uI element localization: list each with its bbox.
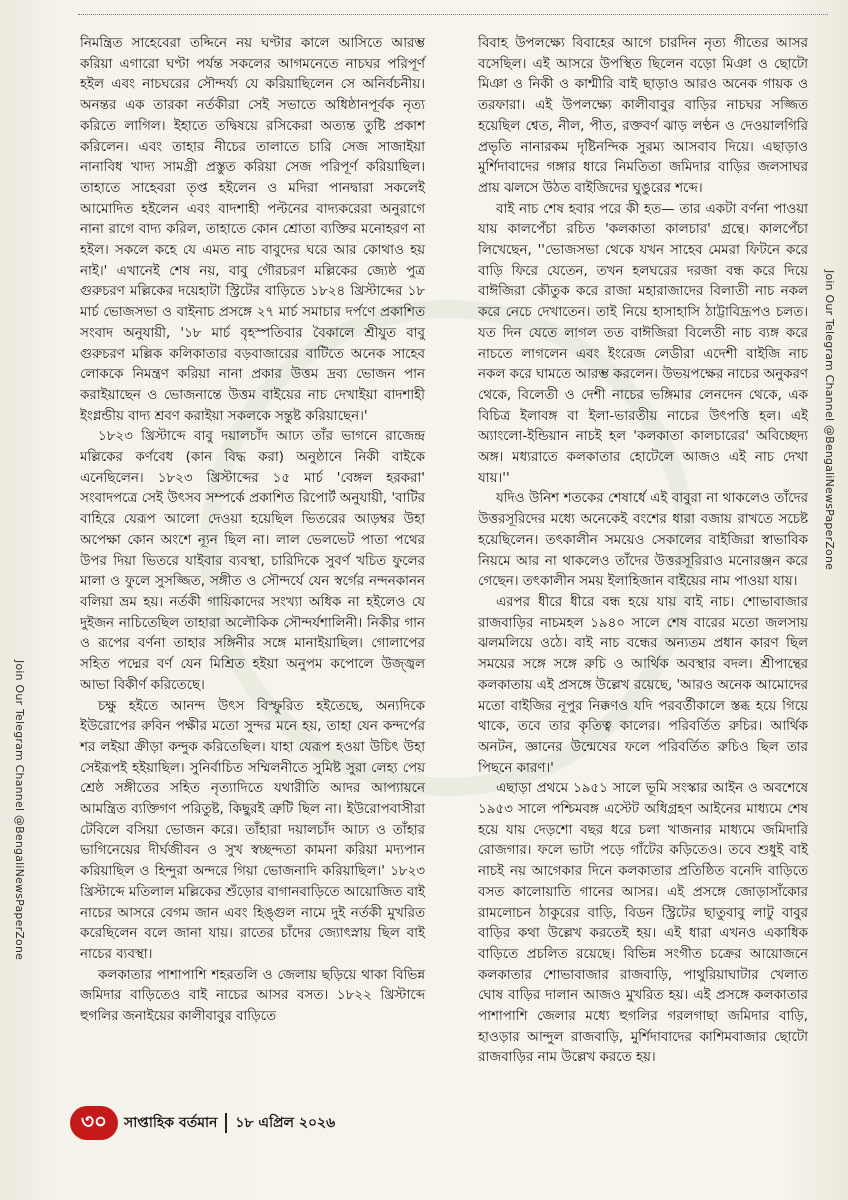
right-paragraph-2: বাই নাচ শেষ হবার পরে কী হত— তার একটা বর্ণনা পাওয়া যায় কালপেঁচা রচিত 'কলকাতা কালচার' গ্রন্থে। কালপেঁচা লিখেছেন, ''ভোজসভা থেকে যখন সাহেব মেমরা ফিটনে করে বাড়ি ফিরে যেতেন, তখন হলঘরের দরজা বন্ধ করে দিয়ে বাঈজিরা কৌতুক করে রাজা মহারাজাদের বিলাতী নাচ নকল করে নেচে দেখাতেন। তাই নিয়ে হাসাহাসি ঠাট্টাবিদ্রূপও চলত। যত দিন যেতে লাগল তত বাঈজিরা বিলেতী নাচ ব্যঙ্গ করে নাচতে লাগলেন এবং ইংরেজ লেডীরা এদেশী বাইজি নাচ নকল করে ঘামতে আরম্ভ করলেন। উভয়পক্ষের নাচের অনুকরণ থেকে, বিলেতী ও দেশী নাচের ভঙ্গিমার লেনদেন থেকে, এক বিচিত্র ইলাবঙ্গ বা ইলা-ভারতীয় নাচের উৎপত্তি হল। এই অ্যাংলো-ইন্ডিয়ান নাচই হল 'কলকাতা কালচারের' অবিচ্ছেদ্য অঙ্গ। মধ্যরাতে কলকাতার হোটেলে আজও এই নাচ দেখা যায়।'': [478, 201, 808, 486]
right-paragraph-1: বিবাহ উপলক্ষ্যে বিবাহের আগে চারদিন নৃত্য গীতের আসর বসেছিল। এই আসরে উপস্থিত ছিলেন বড়ো মিঞা ও ছোটো মিঞা ও নিকী ও কাশ্মীরি বাই ছাড়াও আরও অনেক গায়ক ও তরফারা। এই উপলক্ষ্যে কালীবাবুর বাড়ির নাচঘর সজ্জিত হয়েছিল শ্বেত, নীল, পীত, রক্তবর্ণ ঝাড় লণ্ঠন ও দেওয়ালগিরি প্রভৃতি নানারকম দৃষ্টিনন্দিক সুরম্য আসবাব দিয়ে। এছাড়াও মুর্শিদাবাদের গঙ্গার ধারে নিমতিতা জমিদার বাড়ির জলসাঘর প্রায় ঝলসে উঠত বাইজিদের ঘুঙুরের শব্দে।: [478, 36, 808, 196]
footer-divider: [225, 1113, 227, 1133]
left-paragraph-1: নিমন্ত্রিত সাহেবেরা তদ্দিনে নয় ঘণ্টার কালে আসিতে আরম্ভ করিয়া এগারো ঘণ্টা পর্যন্ত সকলের আগমনেতে নাচঘর পরিপূর্ণ হইল এবং নাচঘরের সৌন্দর্য্য যে করিয়াছিলেন সে অনির্বচনীয়। অনন্তর এক তারকা নর্তকীরা সেই সভাতে অধিষ্ঠানপূর্বক নৃত্য করিতে লাগিল। ইহাতে তদ্বিষয়ে রসিকেরা অত্যন্ত তুষ্টি প্রকাশ করিলেন। এবং তাহার নীচের তালাতে চারি সেজ সাজাইয়া নানাবিধ খাদ্য সামগ্রী প্রস্তুত করিয়া সেজ পরিপূর্ণ করিয়াছিল। তাহাতে সাহেবরা তৃপ্ত হইলেন ও মদিরা পানদ্বারা সকলেই আমোদিত হইলেন এবং বাদশাহী পল্টনের বাদ্যকরেরা অনুরাগে নানা রাগে বাদ্য করিল, তাহাতে কোন শ্রোতা ব্যক্তির মনোহরণ না হইল। সকলে কহে যে এমত নাচ বাবুদের ঘরে আর কোথাও হয় নাই।' এখানেই শেষ নয়, বাবু গৌরচরণ মল্লিকের জ্যেষ্ঠ পুত্র গুরুচরণ মল্লিকের দয়েহাটা স্ট্রিটের বাড়িতে ১৮২৪ খ্রিস্টাব্দের ১৮ মার্চ ভোজসভা ও বাইনাচ প্রসঙ্গে ২৭ মার্চ সমাচার দর্পণে প্রকাশিত সংবাদ অনুযায়ী, '১৮ মার্চ বৃহস্পতিবার বৈকালে শ্রীযুত বাবু গুরুচরণ মল্লিক কলিকাতার বড়বাজারের বাটিতে অনেক সাহেব লোককে নিমন্ত্রণ করিয়া নানা প্রকার উত্তম দ্রব্য ভোজন পান করাইয়াছেন ও ভোজনান্তে উত্তম বাইয়ের নাচ দেখাইয়া বাদশাহী ইংগ্লন্ডীয় বাদ্য শ্রবণ করাইয়া সকলকে সন্তুষ্ট করিয়াছেন।': [80, 36, 425, 424]
page-number-badge: ৩০: [70, 1106, 118, 1140]
left-column: [80, 34, 425, 1028]
right-paragraph-5: এছাড়া প্রথমে ১৯৫১ সালে ভূমি সংস্কার আইন ও অবশেষে ১৯৫৩ সালে পশ্চিমবঙ্গ এস্টেট অধিগ্রহণ আইনের মাধ্যমে শেষ হয়ে যায় দেড়শো বছর ধরে চলা খাজনার মাধ্যমে জমিদারি রোজগার। ফলে ভাটা পড়ে গাঁটের কড়িতেও। তবে শুধুই বাই নাচই নয় আগেকার দিনে কলকাতার প্রতিষ্ঠিত বনেদি বাড়িতে বসত কালোয়াতি গানের আসর। এই প্রসঙ্গে জোড়াসাঁকোর রামলোচন ঠাকুরের বাড়ি, বিডন স্ট্রিটের ছাতুবাবু লাটু বাবুর বাড়ির কথা উল্লেখ করতেই হয়। এই ধারা এখনও একাধিক বাড়িতে প্রচলিত রয়েছে। বিভিন্ন সংগীত চক্রের আয়োজনে কলকাতার শোভাবাজার রাজবাড়ি, পাথুরিয়াঘাটার খেলাত ঘোষ বাড়ির দালান আজও মুখরিত হয়। এই প্রসঙ্গে কলকাতার পাশাপাশি জেলার মধ্যে হুগলির গরলগাছা জমিদার বাড়ি, হাওড়ার আন্দুল রাজবাড়ি, মুর্শিদাবাদের কাশিমবাজার ছোটো রাজবাড়ির নাম উল্লেখ করতে হয়।: [478, 781, 808, 1066]
left-paragraph-3: চক্ষু হইতে আনন্দ উৎস বিস্ফুরিত হইতেছে, অন্যদিকে ইউরোপের রুবিন পক্ষীর মতো সুন্দর মনে হয়, তাহা যেন কন্দর্পের শর লইয়া ক্রীড়া কন্দুক করিতেছিল। যাহা যেরূপ হওয়া উচিৎ উহা সেইরূপই হইয়াছিল। সুনির্বাচিত সম্মিলনীতে সুমিষ্ট সুরা লেহ্য পেয় শ্রেষ্ঠ সঙ্গীতের সহিত নৃত্যাদিতে যথারীতি আদর আপ্যায়নে আমন্ত্রিত ব্যক্তিগণ পরিতুষ্ট, কিছুরই ত্রুটি ছিল না। ইউরোপবাসীরা টেবিলে বসিয়া ভোজন করে। তাঁহারা দয়ালচাঁদ আঢ্য ও তাঁহার ভাগিনেয়ের দীর্ঘজীবন ও সুখ স্বচ্ছন্দতা কামনা করিয়া মদ্যপান করিয়াছিল ও হিন্দুরা অন্দরে গিয়া ভোজনাদি করিয়াছিল।' ১৮২৩ খ্রিস্টাব্দে মতিলাল মল্লিকের শুঁড়োর বাগানবাড়িতে আয়োজিত বাই নাচের আসরে বেগম জান এবং হিঙ্গুল নামে দুই নর্তকী মুখরিত করেছিলেন বলে জানা যায়। রাতের চাঁদের জ্যোৎস্নায় ছিল বাই নাচের ব্যবস্থা।: [80, 698, 426, 962]
telegram-watermark-right: Join Our Telegram Channel @BengaliNewsPaperZone: [823, 270, 836, 571]
right-paragraph-4: এরপর ধীরে ধীরে বন্ধ হয়ে যায় বাই নাচ। শোভাবাজার রাজবাড়ির নাচমহল ১৯৪০ সালে শেষ বারের মতো জলসায় ঝলমলিয়ে ওঠে। বাই নাচ বন্ধের অন্যতম প্রধান কারণ ছিল সময়ের সঙ্গে সঙ্গে রুচি ও আর্থিক অবস্থার বদল। শ্রীপান্থের কলকাতায় এই প্রসঙ্গে উল্লেখ রয়েছে, 'আরও অনেক আমোদের মতো বাইজির নূপুর নিক্কণও যদি পরবর্তীকালে স্তব্ধ হয়ে গিয়ে থাকে, তবে তার কৃতিত্ব কালের। পরিবর্তিত রুচির। আর্থিক অনটন, জ্ঞানের উন্মেষের ফলে পরিবর্তিত রুচিও ছিল তার পিছনে কারণ।': [478, 594, 808, 776]
top-dotted-rule: [78, 14, 828, 15]
right-column: [478, 34, 808, 1069]
page-footer: [70, 1106, 335, 1140]
telegram-watermark-left: Join Our Telegram Channel @BengaliNewsPaperZone: [13, 660, 26, 961]
issue-date: ১৮ এপ্রিল ২০২৬: [235, 1115, 336, 1131]
magazine-name: সাপ্তাহিক বর্তমান: [124, 1115, 218, 1131]
left-paragraph-4: কলকাতার পাশাপাশি শহরতলি ও জেলায় ছড়িয়ে থাকা বিভিন্ন জমিদার বাড়িতেও বাই নাচের আসর বসত। ১৮২২ খ্রিস্টাব্দে হুগলির জনাইয়ের কালীবাবুর বাড়িতে: [80, 967, 425, 1025]
left-paragraph-2: ১৮২৩ খ্রিস্টাব্দে বাবু দয়ালচাঁদ আঢ্য তাঁর ভাগনে রাজেন্দ্র মল্লিকের কর্ণবেধ (কান বিদ্ধ করা) অনুষ্ঠানে নিকী বাইকে এনেছিলেন। ১৮২৩ খ্রিস্টাব্দের ১৫ মার্চ 'বেঙ্গল হরকরা' সংবাদপত্রে সেই উৎসব সম্পর্কে প্রকাশিত রিপোর্ট অনুযায়ী, 'বাটির বাহিরে যেরূপ আলো দেওয়া হয়েছিল ভিতরের আড়ম্বর উহা অপেক্ষা কোন অংশে ন্যূন ছিল না। লাল ভেলভেট পাতা পথের উপর দিয়া ভিতরে যাইবার ব্যবস্থা, চারিদিকে সুবর্ণ খচিত ফুলের মালা ও ফুলে সুসজ্জিত, সঙ্গীত ও সৌন্দর্যে যেন স্বর্গের নন্দনকানন বলিয়া ভ্রম হয়। নর্তকী গায়িকাদের সংখ্যা অধিক না হইলেও যে দুইজন নাচিতেছিল তাহারা অলৌকিক সৌন্দর্যশালিনী। নিকীর গান ও রূপের বর্ণনা তাহার সঙ্গিনীর সঙ্গে মানাইয়াছিল। গোলাপের সহিত পদ্মের বর্ণ যেন মিশ্রিত হইয়া অনুপম কপোলে উজ্জ্বল আভা বিকীর্ণ করিতেছে।: [80, 429, 425, 693]
right-paragraph-3: যদিও উনিশ শতকের শেষার্ধে এই বাবুরা না থাকলেও তাঁদের উত্তরসূরিদের মধ্যে অনেকেই বংশের ধারা বজায় রাখতে সচেষ্ট হয়েছিলেন। তৎকালীন সময়েও সেকালের বাইজিরা স্বাভাবিক নিয়মে আর না থাকলেও তাঁদের উত্তরসূরিরাও মনোরঞ্জন করে গেছেন। তৎকালীন সময় ইলাহিজান বাইয়ের নাম পাওয়া যায়।: [478, 491, 808, 590]
